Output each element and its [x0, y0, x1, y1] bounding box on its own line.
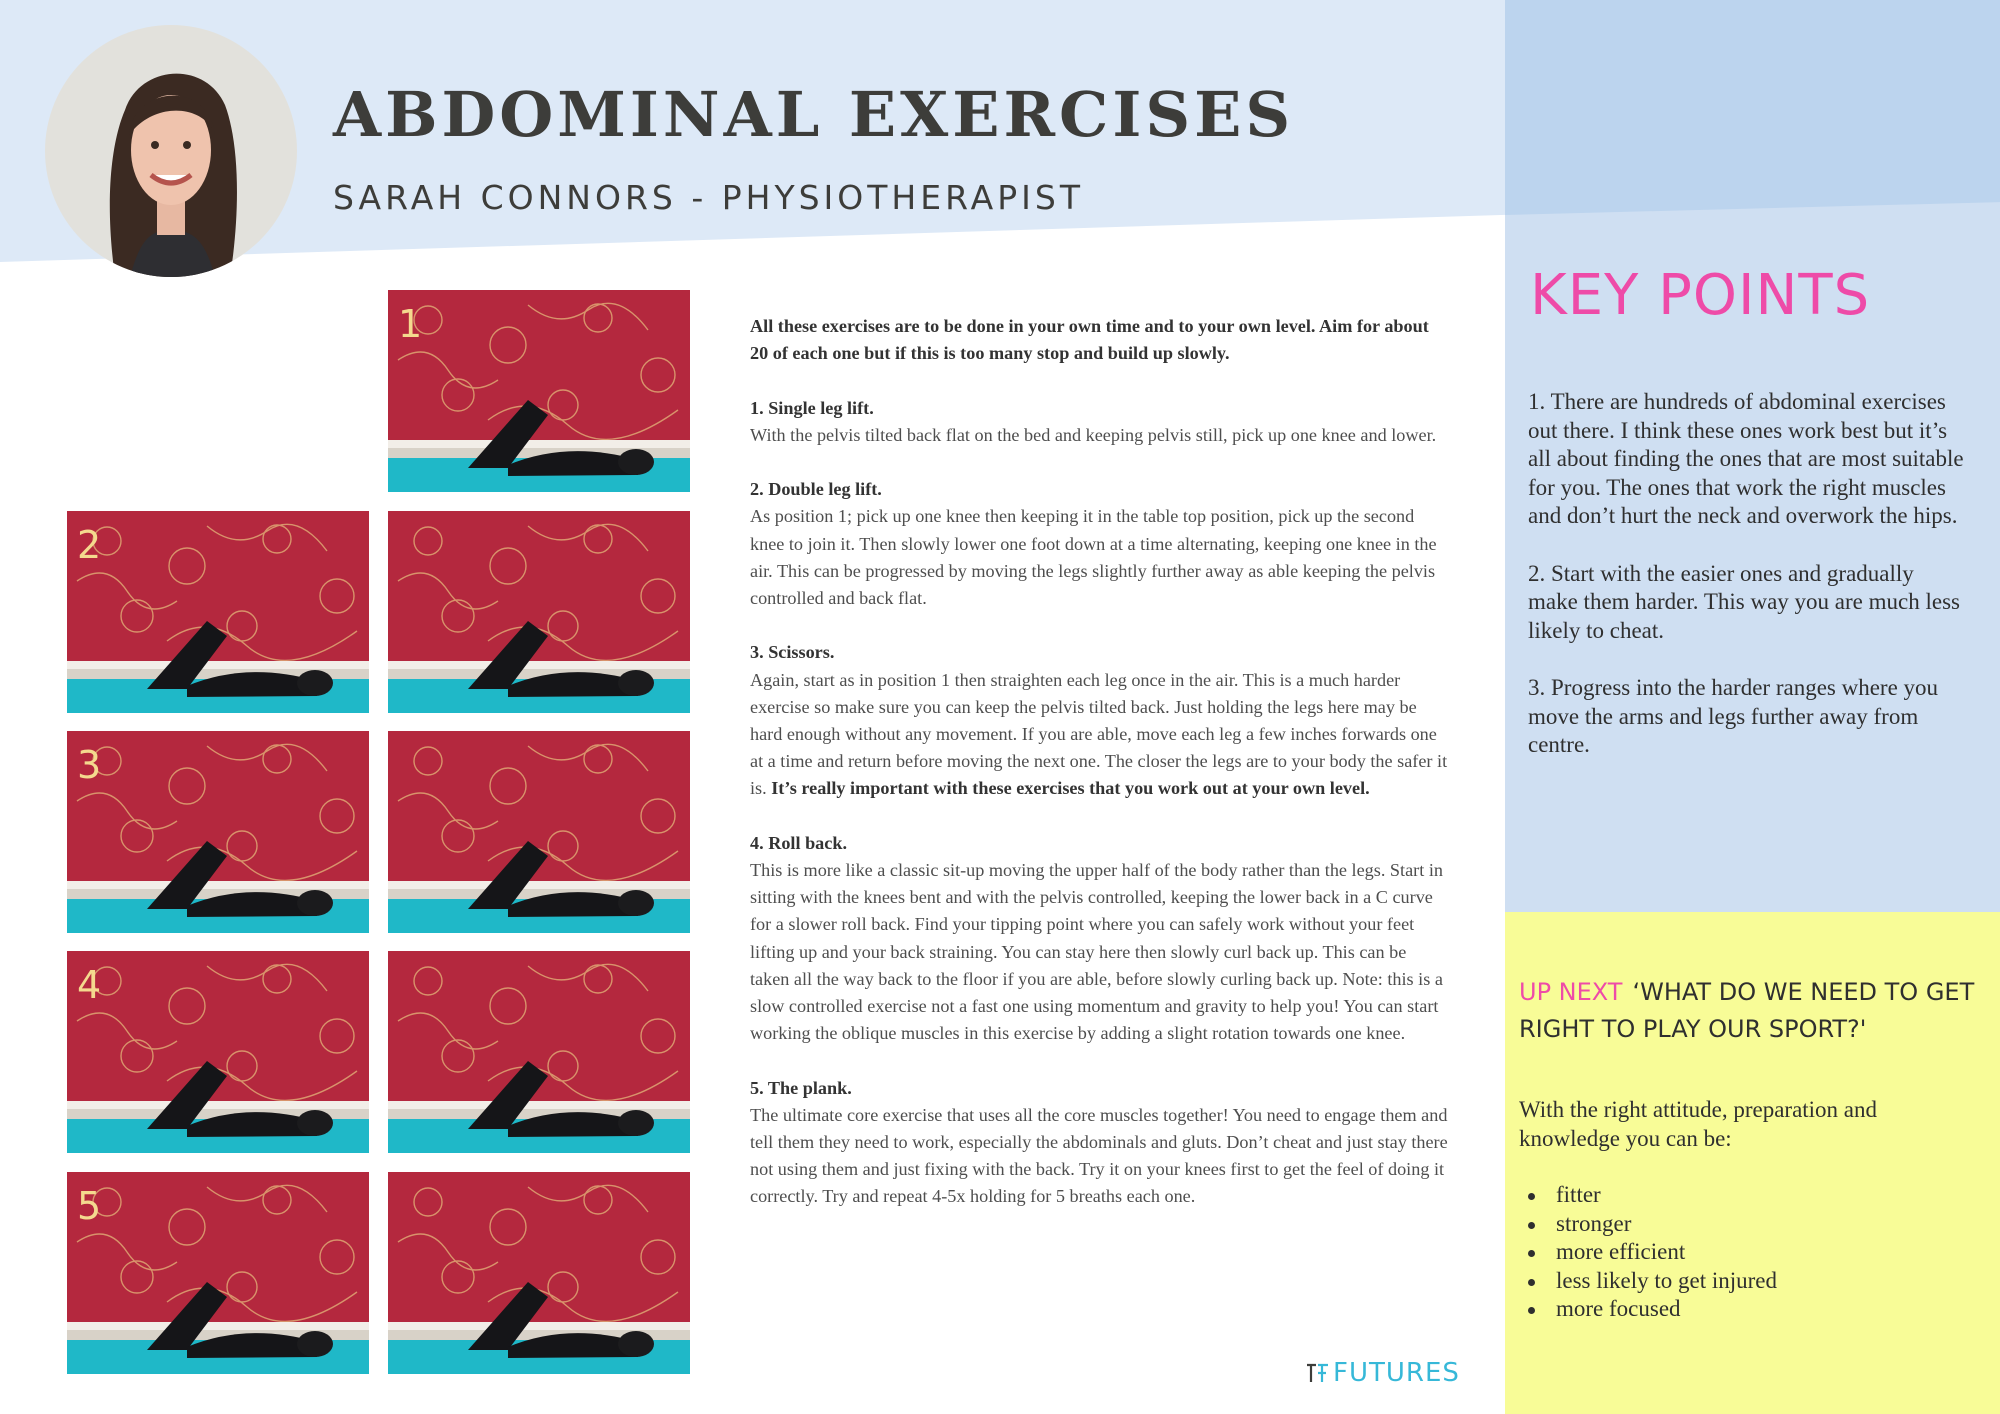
list-item: fitter — [1519, 1181, 1959, 1210]
exercise-emphasis: It’s really important with these exercises that you work out at your own level. — [771, 778, 1370, 799]
benefits-list — [1519, 1181, 1959, 1324]
intro-text: All these exercises are to be done in your own time and to your own level. Aim for about 20 of each one but if this is too many stop and build up slowly. — [750, 316, 1429, 364]
up-next-intro: With the right attitude, preparation and knowledge you can be: — [1519, 1097, 1878, 1151]
page-subtitle: SARAH CONNORS - PHYSIOTHERAPIST — [333, 178, 1084, 217]
page-title: ABDOMINAL EXERCISES — [333, 78, 1295, 151]
list-item: stronger — [1519, 1210, 1959, 1239]
exercise-4 — [750, 830, 1450, 1048]
up-next-title: ‘WHAT DO WE NEED TO GET RIGHT TO PLAY OUR SPORT?' — [1519, 978, 1975, 1043]
exercise-2 — [750, 476, 1450, 612]
photo-number: 1 — [398, 302, 423, 346]
exercise-body: As position 1; pick up one knee then keeping it in the table top position, pick up the second knee to join it. Then slowly lower one foot down at a time alternating, keeping one knee in the air. This can be progressed by moving the legs slightly further away as able keeping the pelvis controlled and back flat. — [750, 506, 1437, 608]
key-point: 3. Progress into the harder ranges where you move the arms and legs further away from centre. — [1528, 674, 1939, 758]
exercise-body: With the pelvis tilted back flat on the bed and keeping pelvis still, pick up one knee and lower. — [750, 424, 1437, 445]
exercise-instructions — [750, 313, 1450, 1238]
exercise-photo-5b — [388, 1172, 690, 1374]
list-item: less likely to get injured — [1519, 1267, 1959, 1296]
exercise-title: 1. Single leg lift. — [750, 397, 874, 418]
exercise-title: 4. Roll back. — [750, 832, 848, 853]
exercise-photo-3b — [388, 731, 690, 933]
key-points-list — [1528, 388, 1968, 788]
key-point: 2. Start with the easier ones and gradually make them harder. This way you are much less likely to cheat. — [1528, 560, 1960, 643]
key-point: 1. There are hundreds of abdominal exercises out there. I think these ones work best but it’s all about finding the ones that are most suitable for you. The ones that work the right muscles and don’t hurt the neck and overwork the hips. — [1528, 389, 1964, 529]
photo-number: 3 — [77, 743, 102, 787]
exercise-5 — [750, 1075, 1450, 1211]
exercise-photo-3a — [67, 731, 369, 933]
exercise-photo-4b — [388, 951, 690, 1153]
list-item: more focused — [1519, 1295, 1959, 1324]
up-next-heading — [1519, 974, 1989, 1048]
key-points-title: KEY POINTS — [1530, 263, 1871, 328]
exercise-body: Again, start as in position 1 then straighten each leg once in the air. This is a much harder exercise so make sure you can keep the pelvis tilted back. Just holding the legs here may be hard enough without any movement. If you are able, move each leg a few inches forwards one at a time and return before moving the next one. The closer the legs are to your body the safer it is. — [750, 669, 1448, 799]
exercise-photo-2b — [388, 511, 690, 713]
list-item: more efficient — [1519, 1238, 1959, 1267]
photo-number: 4 — [77, 963, 102, 1007]
exercise-title: 3. Scissors. — [750, 642, 835, 663]
exercise-photo-1 — [388, 290, 690, 492]
logo-text: FUTURES — [1333, 1358, 1460, 1388]
futures-logo — [1305, 1358, 1460, 1388]
exercise-photo-2a — [67, 511, 369, 713]
avatar — [45, 25, 297, 277]
photo-number: 2 — [77, 523, 102, 567]
exercise-photo-4a — [67, 951, 369, 1153]
sidebar-header-strip — [1505, 0, 2000, 215]
exercise-body: This is more like a classic sit-up moving the upper half of the body rather than the legs. Start in sitting with the knees bent and with the pelvis controlled, keeping the lower back in a C curve for a slower roll back. Find your tipping point where you can safely work without your feet lifting up and your back straining. You can stay here then slowly curl back up. This can be taken all the way back to the floor if you are able, before slowly curling back up. Note: this is a slow controlled exercise not a fast one using momentum and gravity to help you! You can start working the oblique muscles in this exercise by adding a slight rotation towards one knee. — [750, 860, 1443, 1044]
exercise-title: 2. Double leg lift. — [750, 479, 882, 500]
exercise-body: The ultimate core exercise that uses all the core muscles together! You need to engage them and tell them they need to work, especially the abdominals and gluts. Don’t cheat and just stay there not using them and just fixing with the back. Try it on your knees first to get the feel of doing it correctly. Try and repeat 4-5x holding for 5 breaths each one. — [750, 1104, 1448, 1207]
futures-logo-icon — [1305, 1362, 1329, 1384]
up-next-label: UP NEXT — [1519, 978, 1623, 1006]
exercise-photo-5a — [67, 1172, 369, 1374]
exercise-title: 5. The plank. — [750, 1077, 852, 1098]
photo-number: 5 — [77, 1184, 102, 1228]
exercise-1 — [750, 395, 1450, 449]
exercise-3 — [750, 639, 1450, 802]
